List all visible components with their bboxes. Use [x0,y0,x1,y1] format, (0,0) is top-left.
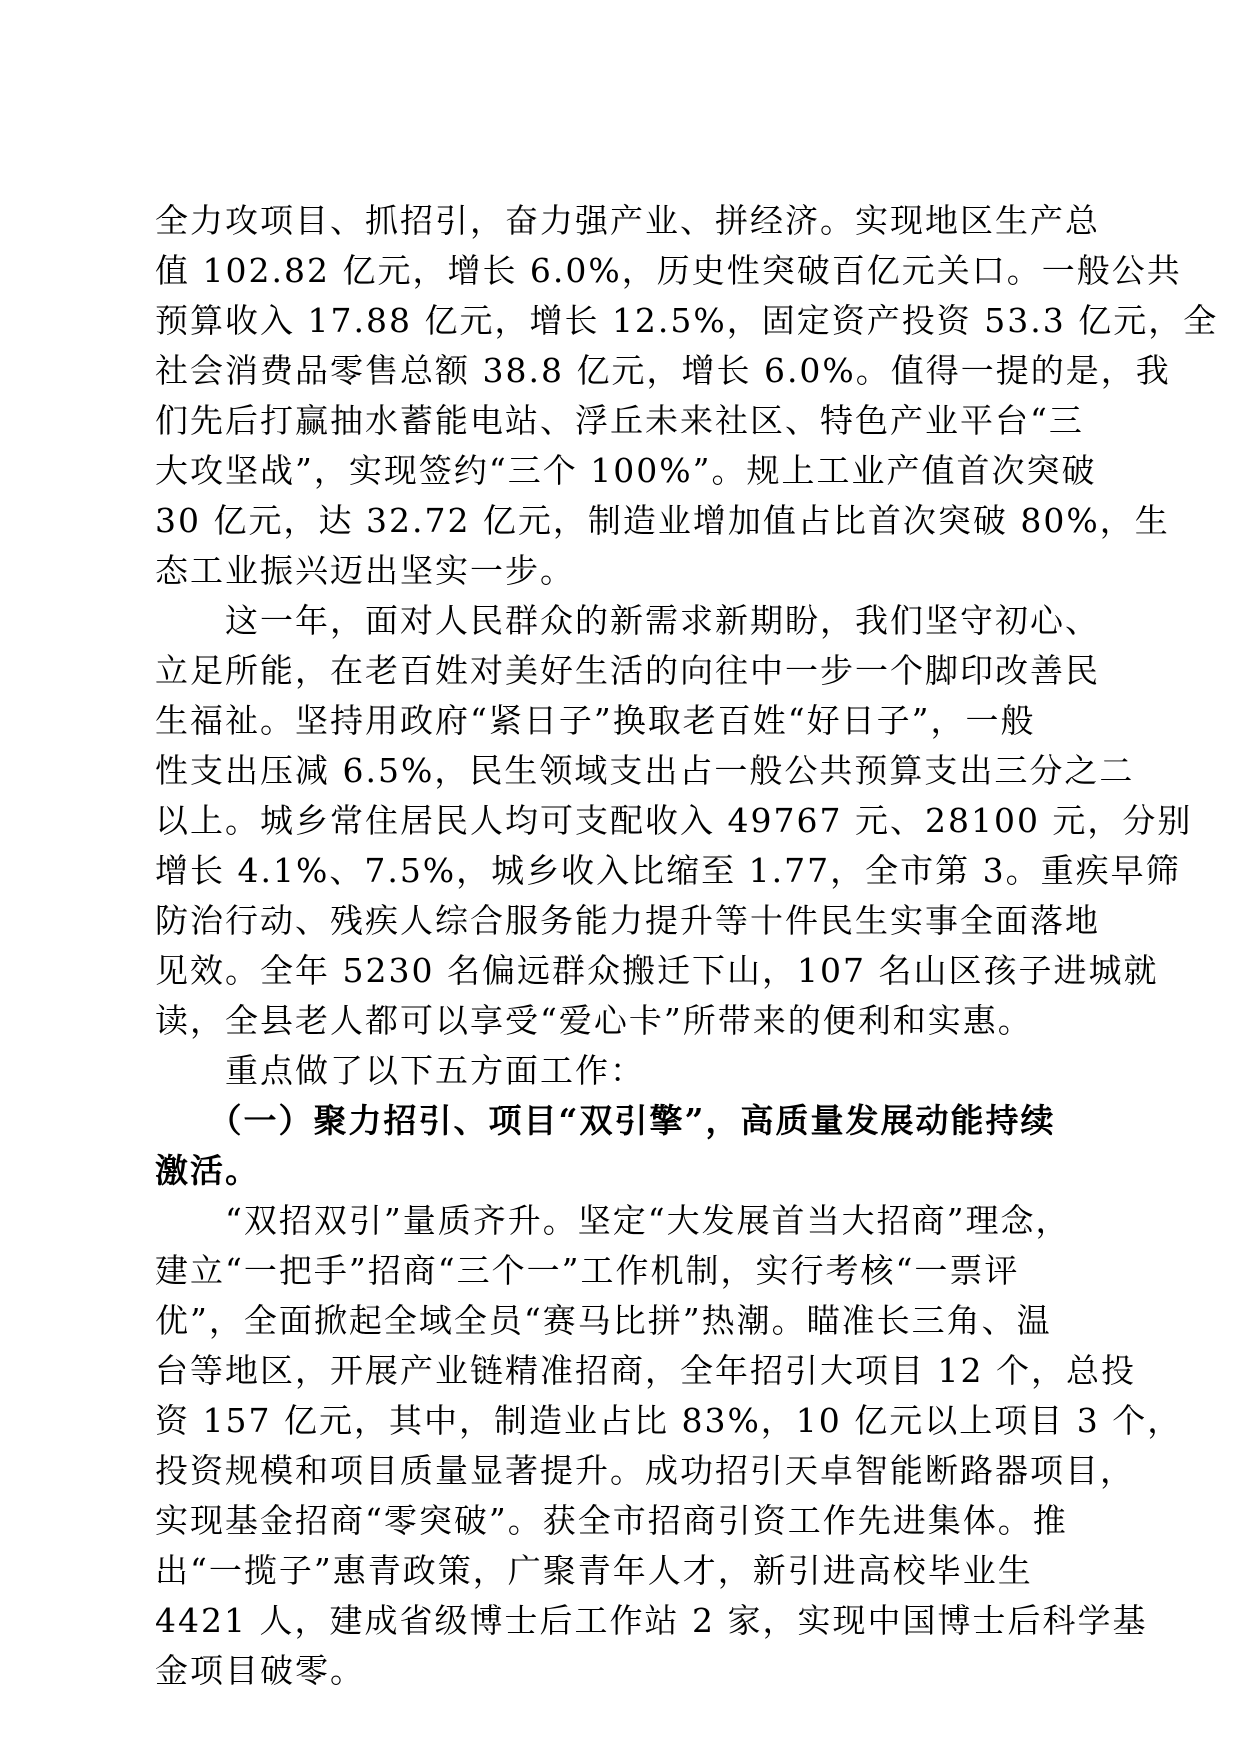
text-line: 增长 4.1%、7.5%，城乡收入比缩至 1.77，全市第 3。重疾早筛 [155,851,1181,890]
text-line: 30 亿元，达 32.72 亿元，制造业增加值占比首次突破 80%，生 [155,501,1170,540]
text-line: 大攻坚战”，实现签约“三个 100%”。规上工业产值首次突破 [155,451,1097,490]
text-line: 们先后打赢抽水蓄能电站、浮丘未来社区、特色产业平台“三 [155,401,1084,440]
text-line: 资 157 亿元，其中，制造业占比 83%，10 亿元以上项目 3 个， [155,1401,1183,1440]
text-line: 见效。全年 5230 名偏远群众搬迁下山，107 名山区孩子进城就 [155,951,1159,990]
section-heading: （一）聚力招引、项目“双引擎”，高质量发展动能持续 [155,1101,1056,1140]
text-line: 金项目破零。 [155,1651,365,1690]
text-line: 出“一揽子”惠青政策，广聚青年人才，新引进高校毕业生 [155,1551,1033,1590]
text-line: 优”，全面掀起全域全员“赛马比拼”热潮。瞄准长三角、温 [155,1301,1052,1340]
text-line: 4421 人，建成省级博士后工作站 2 家，实现中国博士后科学基 [155,1601,1148,1640]
text-line: 值 102.82 亿元，增长 6.0%，历史性突破百亿元关口。一般公共 [155,251,1182,290]
text-line: 建立“一把手”招商“三个一”工作机制，实行考核“一票评 [155,1251,1020,1290]
body-text [155,196,1219,1696]
text-line: 读，全县老人都可以享受“爱心卡”所带来的便利和实惠。 [155,1001,1033,1040]
text-line: 社会消费品零售总额 38.8 亿元，增长 6.0%。值得一提的是，我 [155,351,1171,390]
text-line: 态工业振兴迈出坚实一步。 [155,551,575,590]
text-line: 重点做了以下五方面工作： [155,1051,645,1090]
text-line: “双招双引”量质齐升。坚定“大发展首当大招商”理念， [155,1201,1071,1240]
text-line: 实现基金招商“零突破”。获全市招商引资工作先进集体。推 [155,1501,1068,1540]
text-line: 生福祉。坚持用政府“紧日子”换取老百姓“好日子”，一般 [155,701,1036,740]
text-line: 性支出压减 6.5%，民生领域支出占一般公共预算支出三分之二 [155,751,1135,790]
text-line: 这一年，面对人民群众的新需求新期盼，我们坚守初心、 [155,601,1100,640]
text-line: 预算收入 17.88 亿元，增长 12.5%，固定资产投资 53.3 亿元，全 [155,301,1219,340]
text-line: 台等地区，开展产业链精准招商，全年招引大项目 12 个，总投 [155,1351,1136,1390]
section-heading: 激活。 [155,1151,260,1190]
text-line: 立足所能，在老百姓对美好生活的向往中一步一个脚印改善民 [155,651,1100,690]
text-line: 以上。城乡常住居民人均可支配收入 49767 元、28100 元，分别 [155,801,1193,840]
text-line: 防治行动、残疾人综合服务能力提升等十件民生实事全面落地 [155,901,1100,940]
text-line: 投资规模和项目质量显著提升。成功招引天卓智能断路器项目， [155,1451,1135,1490]
text-line: 全力攻项目、抓招引，奋力强产业、拼经济。实现地区生产总 [155,201,1100,240]
